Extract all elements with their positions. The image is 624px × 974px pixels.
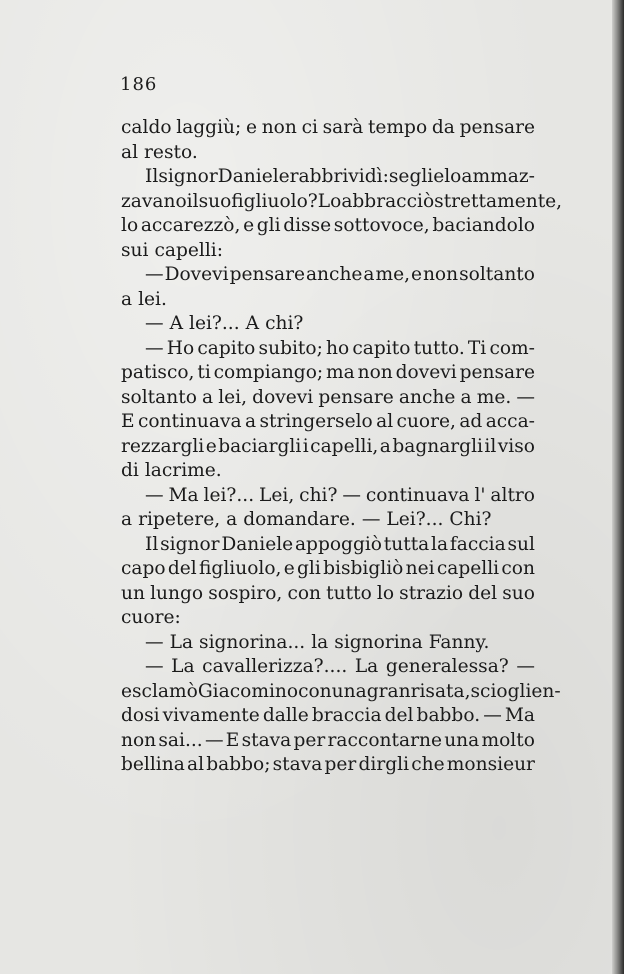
word: monsieur: [446, 754, 535, 775]
word: soltanto: [121, 386, 197, 408]
word: molto: [481, 729, 535, 751]
word: A: [245, 313, 260, 334]
word: sottovoce,: [333, 215, 430, 236]
word: lei?...: [189, 313, 240, 334]
text-line: [121, 410, 535, 435]
text-line: [121, 753, 535, 778]
word: continuava: [137, 411, 242, 432]
word: lo: [376, 582, 395, 604]
word: una: [331, 680, 367, 702]
word: A: [169, 313, 184, 334]
word: Ho: [166, 337, 195, 359]
word: scioglien-: [470, 680, 561, 702]
word: —: [145, 656, 164, 677]
word: suo: [198, 190, 232, 212]
word: pensare: [459, 362, 535, 383]
word: chi?: [299, 484, 338, 506]
word: caldo: [121, 117, 172, 138]
word: se: [388, 166, 410, 187]
word: altro: [490, 484, 535, 506]
word: Lei?...: [386, 509, 444, 530]
word: vivamente: [162, 705, 260, 726]
word: a: [244, 411, 257, 432]
word: capelli: [436, 558, 500, 579]
word: Lo: [317, 190, 342, 212]
word: ma: [326, 362, 355, 383]
word: disse: [283, 215, 332, 236]
word: anche: [398, 386, 456, 408]
word: da: [431, 117, 455, 138]
word: —: [361, 509, 381, 530]
word: signor: [160, 533, 220, 555]
word: stava: [241, 729, 292, 751]
word: —: [145, 337, 164, 359]
word: capito: [352, 337, 411, 359]
word: domandare.: [243, 509, 356, 530]
word: e: [283, 558, 295, 579]
word: del: [167, 558, 197, 579]
word: a: [121, 509, 133, 530]
word: faccia: [449, 533, 506, 555]
word: resto.: [144, 141, 198, 163]
word: capo: [121, 558, 166, 579]
word: bellina: [121, 754, 185, 775]
word: di: [121, 460, 139, 481]
word: al: [186, 754, 205, 775]
word: che: [411, 754, 445, 775]
word: ad: [459, 411, 483, 432]
word: baciargli: [218, 435, 302, 457]
word: del: [384, 705, 414, 726]
word: con: [287, 582, 322, 604]
word: compiango;: [213, 362, 324, 383]
text-line: [121, 459, 535, 484]
text-line: [121, 165, 535, 190]
word: il: [186, 190, 199, 212]
word: —: [342, 484, 361, 506]
word: non: [261, 117, 297, 138]
word: per: [324, 754, 357, 775]
word: e: [205, 435, 217, 457]
word: stava: [272, 754, 323, 775]
word: dalle: [262, 705, 309, 726]
word: stringerselo: [259, 411, 373, 432]
word: dirgli: [358, 754, 410, 775]
word: sui: [121, 239, 149, 261]
text-line: [121, 435, 535, 460]
word: —: [145, 631, 164, 653]
word: —: [516, 656, 535, 677]
body-text: [121, 116, 563, 778]
word: sarà: [322, 117, 364, 138]
word: generalessa?: [385, 656, 509, 677]
word: sospiro,: [208, 582, 283, 604]
word: Fanny.: [428, 631, 490, 653]
text-line: [121, 680, 561, 705]
word: figliuolo,: [199, 558, 282, 579]
word: subito;: [258, 337, 323, 359]
text-line: [121, 214, 535, 239]
word: signorina...: [199, 631, 306, 653]
word: non: [121, 729, 157, 751]
word: sai...: [158, 729, 203, 751]
word: Il: [145, 166, 159, 187]
word: e: [243, 215, 255, 236]
word: con: [298, 680, 332, 702]
word: esclamò: [121, 680, 198, 702]
word: Chi?: [449, 509, 492, 530]
word: gran: [366, 680, 411, 702]
word: E: [225, 729, 240, 751]
word: viso: [497, 435, 535, 457]
word: me,: [375, 264, 410, 285]
word: tutto: [326, 582, 372, 604]
word: pensare: [459, 117, 535, 138]
word: lei,: [218, 386, 248, 408]
text-line: [121, 508, 535, 533]
word: la: [431, 533, 449, 555]
text-line: [121, 239, 535, 264]
text-line: [121, 263, 535, 288]
word: continuava: [365, 484, 470, 506]
text-line: [121, 704, 535, 729]
text-line: [121, 484, 535, 509]
word: capelli:: [154, 239, 223, 261]
word: raccontarne: [327, 729, 442, 751]
word: lo: [121, 215, 139, 236]
word: —: [145, 264, 164, 285]
word: ho: [326, 337, 350, 359]
word: tutta: [383, 533, 430, 555]
word: chi?: [265, 313, 304, 334]
word: e: [410, 264, 422, 285]
word: a: [202, 386, 214, 408]
word: babbo;: [206, 754, 271, 775]
word: acca-: [485, 411, 535, 432]
word: l': [474, 484, 486, 506]
word: signorina: [334, 631, 423, 653]
word: capelli,: [310, 435, 379, 457]
word: rabbrividì:: [289, 166, 389, 187]
word: cuore,: [396, 411, 456, 432]
word: sul: [507, 533, 535, 555]
text-line: [121, 533, 535, 558]
word: Ma: [504, 705, 535, 726]
word: la: [311, 631, 329, 653]
word: anche: [305, 264, 363, 285]
word: Ti: [467, 337, 487, 359]
text-line: [121, 312, 535, 337]
word: appoggiò: [294, 533, 382, 555]
word: baciandolo: [432, 215, 535, 236]
word: del: [468, 582, 498, 604]
word: a: [226, 509, 238, 530]
word: a: [363, 264, 375, 285]
word: glielo: [409, 166, 462, 187]
word: non: [357, 362, 393, 383]
word: Dovevi: [164, 264, 229, 285]
text-line: [121, 337, 535, 362]
word: una: [444, 729, 480, 751]
word: a: [379, 435, 391, 457]
word: La: [169, 631, 194, 653]
word: com-: [489, 337, 535, 359]
word: E: [121, 411, 135, 432]
word: gli: [297, 558, 321, 579]
word: accarezzò,: [140, 215, 241, 236]
word: tutto.: [413, 337, 465, 359]
word: un: [121, 582, 145, 604]
word: Giacomino: [197, 680, 299, 702]
word: lacrime.: [144, 460, 222, 481]
word: non: [422, 264, 459, 285]
word: babbo.: [416, 705, 481, 726]
word: strazio: [399, 582, 464, 604]
word: cavallerizza?....: [202, 656, 348, 677]
word: cuore:: [121, 607, 181, 628]
text-line: [121, 386, 535, 411]
word: ripetere,: [138, 509, 221, 530]
word: lei.: [138, 288, 167, 310]
word: Il: [145, 533, 159, 555]
word: —: [145, 484, 164, 506]
word: me.: [476, 386, 512, 408]
word: figliuolo?: [231, 190, 318, 212]
text-line: [121, 557, 535, 582]
word: con: [501, 558, 535, 579]
word: abbracciò: [341, 190, 435, 212]
word: nei: [405, 558, 435, 579]
word: dovevi: [252, 386, 314, 408]
word: patisco,: [121, 362, 195, 383]
text-line: [121, 190, 563, 215]
word: gli: [256, 215, 281, 236]
word: ammaz-: [461, 166, 535, 187]
word: dovevi: [395, 362, 457, 383]
word: il: [484, 435, 497, 457]
text-line: [121, 288, 535, 313]
word: dosi: [121, 705, 160, 726]
word: suo: [502, 582, 535, 604]
word: —: [145, 313, 164, 334]
word: Daniele: [217, 166, 290, 187]
page-number: 186: [120, 74, 158, 95]
word: e: [245, 117, 257, 138]
word: zavano: [121, 190, 187, 212]
word: bisbigliò: [323, 558, 404, 579]
word: pensare: [318, 386, 394, 408]
word: i: [302, 435, 309, 457]
word: bagnargli: [392, 435, 483, 457]
word: ti: [197, 362, 211, 383]
word: ci: [301, 117, 318, 138]
text-line: [121, 729, 535, 754]
word: soltanto: [459, 264, 535, 285]
word: La: [354, 656, 379, 677]
text-line: [121, 582, 535, 607]
text-line: [121, 141, 535, 166]
word: lungo: [150, 582, 204, 604]
word: Daniele: [221, 533, 294, 555]
word: signor: [158, 166, 218, 187]
word: a: [121, 288, 133, 310]
word: Ma: [168, 484, 199, 506]
word: al: [121, 141, 139, 163]
word: —: [483, 705, 502, 726]
word: La: [171, 656, 195, 677]
word: lei?...: [203, 484, 255, 506]
word: laggiù;: [176, 117, 242, 138]
word: risata,: [410, 680, 471, 702]
word: pensare: [229, 264, 305, 285]
word: strettamente,: [434, 190, 563, 212]
text-line: [121, 361, 535, 386]
text-line: [121, 655, 535, 680]
word: rezzargli: [121, 435, 205, 457]
word: per: [293, 729, 326, 751]
word: Lei,: [259, 484, 295, 506]
text-line: [121, 631, 535, 656]
word: —: [516, 386, 535, 408]
word: braccia: [311, 705, 382, 726]
text-line: [121, 116, 535, 141]
word: tempo: [367, 117, 428, 138]
text-line: [121, 606, 535, 631]
word: al: [376, 411, 394, 432]
word: capito: [197, 337, 256, 359]
book-spine-edge: [612, 0, 624, 974]
word: a: [460, 386, 472, 408]
word: —: [204, 729, 224, 751]
